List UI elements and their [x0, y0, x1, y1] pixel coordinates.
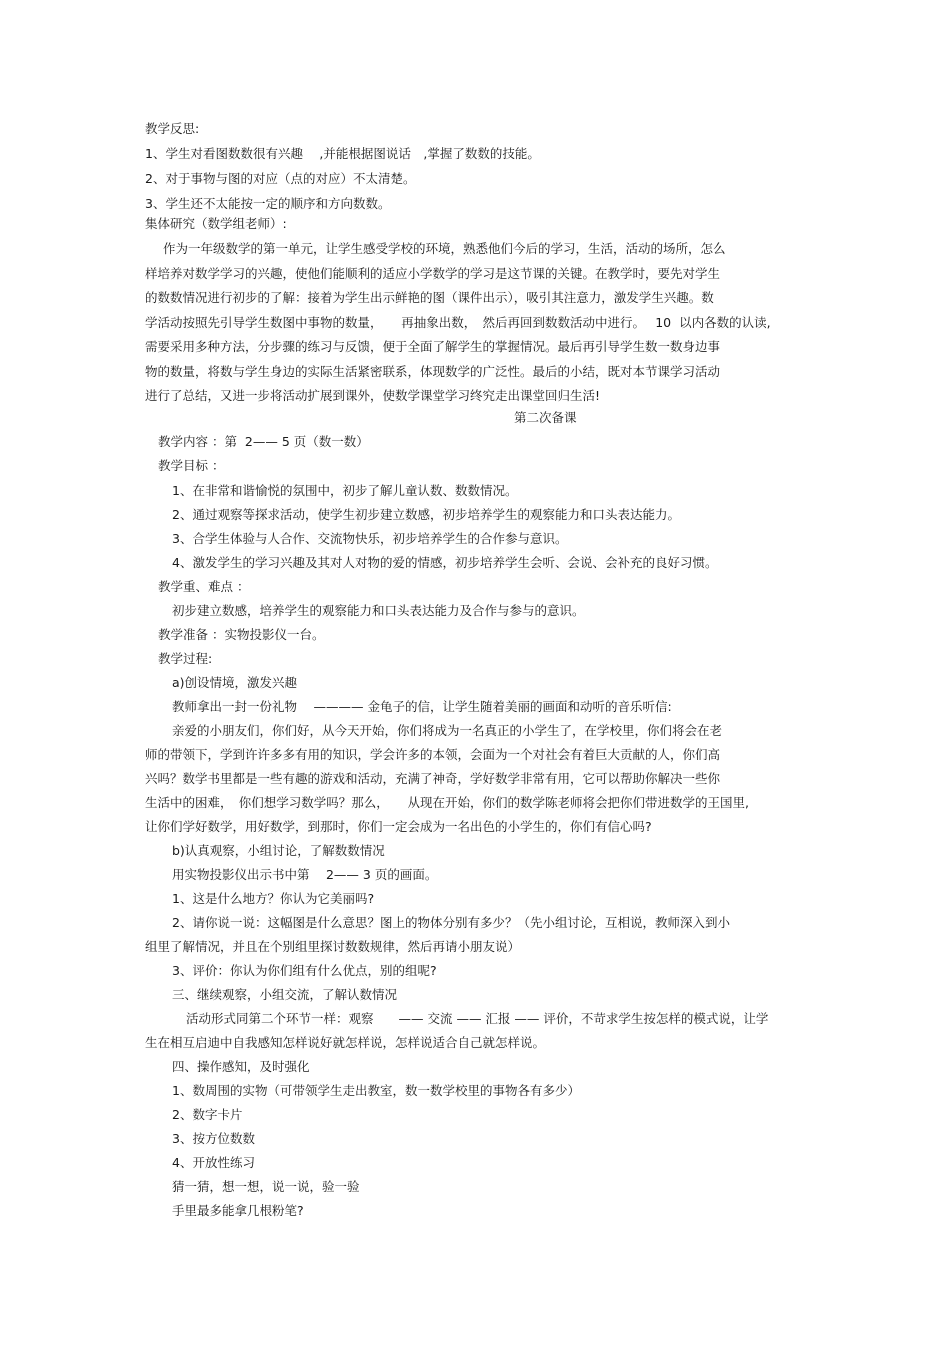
letter-line-5: 让你们学好数学，用好数学，到那时，你们一定会成为一名出色的小学生的，你们有信心吗?: [145, 819, 652, 834]
step-d-item-3: 3、按方位数数: [172, 1131, 255, 1146]
teaching-content: 教学内容 ：第 2—— 5 页（数一数）: [158, 434, 369, 449]
step-c-title: 三、继续观察，小组交流，了解认数情况: [172, 987, 398, 1002]
key-points-heading: 教学重、难点 ：: [158, 579, 250, 594]
letter-line-2: 师的带领下，学到许许多多有用的知识，学会许多的本领，会面为一个对社会有着巨大贡献的人，你们高: [145, 747, 721, 762]
key-points-text: 初步建立数感，培养学生的观察能力和口头表达能力及合作与参与的意识。: [172, 603, 585, 618]
step-d-item-2: 2、数字卡片: [172, 1107, 243, 1122]
goals-heading: 教学目标 ：: [158, 458, 225, 473]
step-d-chalk: 手里最多能拿几根粉笔?: [172, 1203, 304, 1218]
letter-line-1: 亲爱的小朋友们，你们好，从今天开始，你们将成为一名真正的小学生了，在学校里，你们将会在老: [172, 723, 723, 738]
goal-item-2: 2、通过观察等探求活动，使学生初步建立数感，初步培养学生的观察能力和口头表达能力。: [172, 507, 680, 522]
step-b-question-2-cont: 组里了解情况，并且在个别组里探讨数数规律，然后再请小朋友说）: [145, 939, 521, 954]
step-a-title: a)创设情境，激发兴趣: [172, 675, 298, 690]
letter-line-3: 兴吗？数学书里都是一些有趣的游戏和活动，充满了神奇，学好数学非常有用，它可以帮助你解决一些你: [145, 771, 721, 786]
step-d-item-1: 1、数周围的实物（可带领学生走出教室，数一数学校里的事物各有多少）: [172, 1083, 580, 1098]
step-c-line-1: 活动形式同第二个环节一样：观察 —— 交流 —— 汇报 —— 评价，不苛求学生按怎样的模式说，让学: [186, 1011, 769, 1026]
reflection-item-1: 1、学生对看图数数很有兴趣 ,并能根据图说话 ,掌握了数数的技能。: [145, 146, 540, 161]
step-d-item-4: 4、开放性练习: [172, 1155, 255, 1170]
research-line-3: 的数数情况进行初步的了解：接着为学生出示鲜艳的图（课件出示），吸引其注意力，激发学生兴趣。数: [145, 290, 714, 305]
reflection-heading: 教学反思:: [145, 121, 200, 136]
reflection-item-2: 2、对于事物与图的对应（点的对应）不太清楚。: [145, 171, 416, 186]
research-line-6: 物的数量，将数与学生身边的实际生活紧密联系，体现数学的广泛性。最后的小结，既对本节课学习活动: [145, 364, 721, 379]
step-b-question-1: 1、这是什么地方？你认为它美丽吗?: [172, 891, 375, 906]
research-line-2: 样培养对数学学习的兴趣，使他们能顺利的适应小学数学的学习是这节课的关键。在教学时，要先对学生: [145, 266, 721, 281]
step-b-question-2: 2、请你说一说：这幅图是什么意思？图上的物体分别有多少？（先小组讨论，互相说，教师深入到小: [172, 915, 730, 930]
second-prep-title: 第二次备课: [514, 410, 577, 425]
step-d-title: 四、操作感知，及时强化: [172, 1059, 310, 1074]
goal-item-4: 4、激发学生的学习兴趣及其对人对物的爱的情感，初步培养学生会听、会说、会补充的良好习惯。: [172, 555, 718, 570]
teaching-prep: 教学准备 ：实物投影仪一台。: [158, 627, 325, 642]
step-c-line-2: 生在相互启迪中自我感知怎样说好就怎样说，怎样说适合自己就怎样说。: [145, 1035, 546, 1050]
step-a-intro: 教师拿出一封一份礼物 ———— 金龟子的信，让学生随着美丽的画面和动听的音乐听信:: [172, 699, 672, 714]
research-line-5: 需要采用多种方法，分步骤的练习与反馈，便于全面了解学生的掌握情况。最后再引导学生数一数身边事: [145, 339, 721, 354]
process-heading: 教学过程:: [158, 651, 213, 666]
goal-item-1: 1、在非常和谐愉悦的氛围中，初步了解儿童认数、数数情况。: [172, 483, 518, 498]
step-b-title: b)认真观察，小组讨论，了解数数情况: [172, 843, 385, 858]
research-line-1: 作为一年级数学的第一单元，让学生感受学校的环境，熟悉他们今后的学习，生活，活动的场所，怎么: [163, 241, 726, 256]
reflection-item-3: 3、学生还不太能按一定的顺序和方向数数。: [145, 196, 391, 211]
goal-item-3: 3、合学生体验与人合作、交流物快乐，初步培养学生的合作参与意识。: [172, 531, 568, 546]
research-line-7: 进行了总结，又进一步将活动扩展到课外，使数学课堂学习终究走出课堂回归生活!: [145, 388, 601, 403]
step-b-question-3: 3、评价：你认为你们组有什么优点，别的组呢?: [172, 963, 437, 978]
research-line-4: 学活动按照先引导学生数图中事物的数量， 再抽象出数， 然后再回到数数活动中进行。 10 以内各数的认读,: [145, 315, 771, 330]
research-heading: 集体研究（数学组老师）:: [145, 216, 287, 231]
letter-line-4: 生活中的困难， 你们想学习数学吗？那么， 从现在开始，你们的数学陈老师将会把你们带进数学的王国里,: [145, 795, 749, 810]
step-b-intro: 用实物投影仪出示书中第 2—— 3 页的画面。: [172, 867, 438, 882]
step-d-guess: 猜一猜，想一想，说一说，验一验: [172, 1179, 360, 1194]
